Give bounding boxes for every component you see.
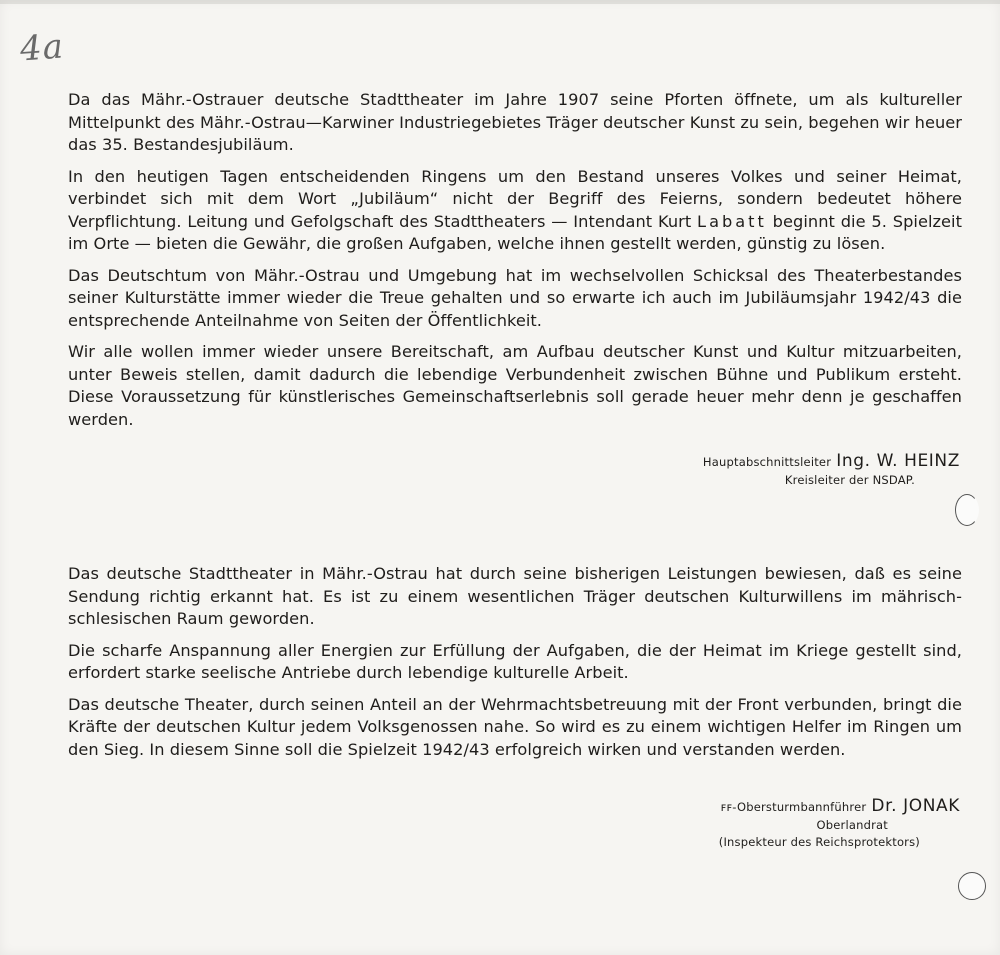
paragraph-5: Das deutsche Stadttheater in Mähr.-Ostrau hat durch seine bisherigen Leistungen bewiesen, daß es seine Sendung richtig erkannt hat. Es ist zu einem wesentlichen Träger deutschen Kulturwillens im mährisch-schlesischen Raum geworden. — [68, 564, 962, 628]
paragraph-2 — [68, 166, 962, 256]
paragraph-6: Die scharfe Anspannung aller Energien zur Erfüllung der Aufgaben, die der Heimat im Kriege gestellt sind, erfordert starke seelische Antriebe durch lebendige kulturelle Arbeit. — [68, 640, 962, 682]
paragraph-3: Das Deutschtum von Mähr.-Ostrau und Umgebung hat im wechselvollen Schicksal des Theaterbestandes seiner Kulturstätte immer wieder die Treue gehalten und so erwarte ich auch im Jubiläumsjahr 1942/43 die entsprechende Anteilnahme von Seiten der Öffentlichkeit. — [68, 265, 962, 330]
paragraph-2-part-2: beginnt die 5. Spielzeit im Orte — bieten die Gewähr, die großen Aufgaben, welche ihnen gestellt werden, günstig zu lösen. — [68, 211, 962, 253]
signature-jonak — [500, 796, 960, 851]
signature-jonak-title: ꜰꜰ-Obersturmbannführer — [720, 800, 867, 814]
paragraph-1: Da das Mähr.-Ostrauer deutsche Stadttheater im Jahre 1907 seine Pforten öffnete, um als kultureller Mittelpunkt des Mähr.-Ostrau—Karwiner Industriegebietes Träger deutscher Kunst zu sein, begehen wir heuer das 35. Bestandesjubiläum. — [68, 90, 962, 154]
paragraph-2-part-1: In den heutigen Tagen entscheidenden Ringens um den Bestand unseres Volkes und seiner Heimat, verbindet sich mit dem Wort „Jubiläum“ nicht der Begriff des Feierns, sondern bedeutet höhere Verpflichtung. Leitung und Gefolgschaft des Stadttheaters — Intendant Kurt — [68, 166, 962, 231]
signature-heinz-title: Hauptabschnittsleiter — [702, 455, 832, 469]
signature-heinz-name: Ing. W. HEINZ — [836, 451, 960, 471]
signature-jonak-name: Dr. JONAK — [871, 796, 960, 816]
paragraph-7: Das deutsche Theater, durch seinen Anteil an der Wehrmachtsbetreuung mit der Front verbunden, bringt die Kräfte der deutschen Kultur jedem Volksgenossen nahe. So wird es zu einem wichtigen Helfer im Ringen um den Sieg. In diesem Sinne soll die Spielzeit 1942/43 erfolgreich wirken und verstanden werden. — [68, 694, 962, 759]
section-jonak-text — [68, 563, 962, 770]
signature-heinz-subtitle: Kreisleiter der NSDAP. — [784, 473, 915, 487]
signature-jonak-subtitle-1: Oberlandrat — [816, 818, 888, 832]
signature-heinz — [500, 451, 960, 489]
paragraph-4: Wir alle wollen immer wieder unsere Bereitschaft, am Aufbau deutscher Kunst und Kultur mitzuarbeiten, unter Beweis stellen, damit dadurch die lebendige Verbundenheit zwischen Bühne und Publikum ersteht. Diese Voraussetzung für künstlerisches Gemeinschaftserlebnis soll gerade heuer mehr denn je geschaffen werden. — [68, 342, 962, 429]
section-heinz-text — [68, 89, 962, 440]
page-top-edge — [0, 0, 1000, 4]
signature-jonak-subtitle-2: (Inspekteur des Reichsprotektors) — [718, 835, 920, 849]
intendant-name: Labatt — [697, 211, 767, 231]
punch-hole-icon — [955, 494, 979, 526]
punch-hole-icon — [958, 872, 986, 900]
handwritten-page-mark: 4a — [18, 26, 66, 70]
